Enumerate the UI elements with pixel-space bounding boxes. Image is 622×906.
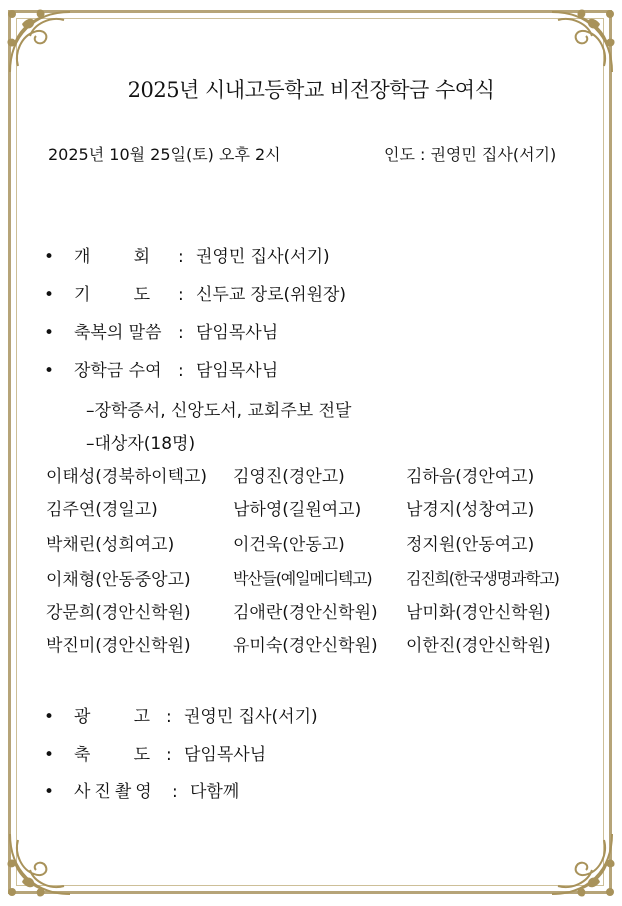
program-item <box>44 356 278 381</box>
program-item <box>44 740 266 765</box>
program-value: 권영민 집사(서기) <box>196 247 330 267</box>
recipient: 박산들(예일메디텍고) <box>233 569 372 588</box>
colon: : <box>166 745 172 765</box>
event-leader: 인도 : 권영민 집사(서기) <box>384 145 557 164</box>
corner-ornament-icon <box>546 828 618 900</box>
corner-ornament-icon <box>4 828 76 900</box>
bullet: • <box>44 745 55 765</box>
corner-ornament-icon <box>4 6 76 78</box>
recipient: 김하음(경안여고) <box>406 467 535 487</box>
program-value: 담임목사님 <box>196 361 279 381</box>
recipient: 이건욱(안동고) <box>233 535 345 555</box>
program-label: 개 회 <box>74 247 151 267</box>
program-label: 축복의 말씀 <box>74 323 162 343</box>
program-value: 담임목사님 <box>196 323 279 343</box>
colon: : <box>178 285 184 305</box>
recipient: 정지원(안동여고) <box>406 535 535 555</box>
corner-ornament-icon <box>546 6 618 78</box>
bullet: • <box>44 707 55 727</box>
award-detail: –장학증서, 신앙도서, 교회주보 전달 <box>86 401 352 421</box>
recipient: 남미화(경안신학원) <box>406 603 551 623</box>
program-label: 축 도 <box>74 745 151 765</box>
recipient: 김진희(한국생명과학고) <box>406 569 559 588</box>
program-item <box>44 280 346 305</box>
program-label: 사진촬영 <box>74 782 156 802</box>
program-item <box>44 318 278 343</box>
recipient: 김애란(경안신학원) <box>233 603 378 623</box>
bullet: • <box>44 247 55 267</box>
bullet: • <box>44 361 55 381</box>
program-label: 광 고 <box>74 707 151 727</box>
bullet: • <box>44 285 55 305</box>
program-value: 신두교 장로(위원장) <box>196 285 347 305</box>
recipient: 박채린(성희여고) <box>46 535 175 555</box>
colon: : <box>166 707 172 727</box>
recipient: 김영진(경안고) <box>233 467 345 487</box>
recipient: 김주연(경일고) <box>46 500 158 520</box>
program-label: 기 도 <box>74 285 151 305</box>
program-item <box>44 777 239 802</box>
document-title: 2025년 시내고등학교 비전장학금 수여식 <box>127 78 495 102</box>
event-date: 2025년 10월 25일(토) 오후 2시 <box>48 145 281 164</box>
bullet: • <box>44 782 55 802</box>
program-item <box>44 242 330 267</box>
colon: : <box>178 247 184 267</box>
bullet: • <box>44 323 55 343</box>
recipient: 강문희(경안신학원) <box>46 603 191 623</box>
recipient: 남하영(길원여고) <box>233 500 362 520</box>
program-value: 담임목사님 <box>184 745 267 765</box>
program-value: 다함께 <box>190 782 240 802</box>
recipient: 유미숙(경안신학원) <box>233 636 378 656</box>
program-label: 장학금 수여 <box>74 361 162 381</box>
recipient: 이채형(안동중앙고) <box>46 570 191 590</box>
recipient-count: –대상자(18명) <box>86 434 196 454</box>
recipient: 이한진(경안신학원) <box>406 636 551 656</box>
colon: : <box>178 361 184 381</box>
recipient: 이태성(경북하이텍고) <box>46 467 208 487</box>
program-item <box>44 702 318 727</box>
recipient: 남경지(성창여고) <box>406 500 535 520</box>
program-value: 권영민 집사(서기) <box>184 707 318 727</box>
colon: : <box>172 782 178 802</box>
recipient: 박진미(경안신학원) <box>46 636 191 656</box>
colon: : <box>178 323 184 343</box>
